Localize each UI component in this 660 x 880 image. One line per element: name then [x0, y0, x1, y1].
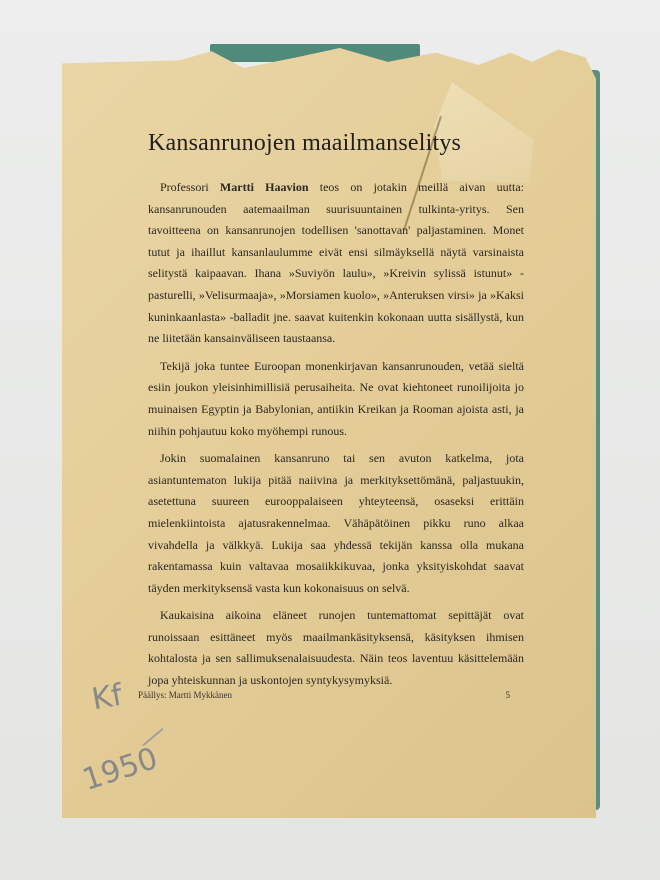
- page-number: 5: [505, 690, 510, 700]
- blurb-paragraph-3: Jokin suomalainen kansanruno tai sen avuton katkelma, jota asiantuntematon lukija pitää naiivina ja merkityksettömänä, paljastuukin, asetettuna suureen eurooppalaiseen yhteyteensä, osaseksi erittäin mielenkiintoista ajatusrakennelmaa. Vähäpätöinen pikku runo alkaa vivahdella ja välkkyä. Lukija saa yhdessä tekijän kanssa olla mukana rakentamassa kuin valtavaa mosaiikkikuvaa, jonka yksityiskohdat saavat täyden merkityksensä vasta kun kokonaisuus on selvä.: [148, 451, 524, 595]
- pencil-annotation-mark: Kf: [89, 677, 126, 718]
- cover-credit: Päällys: Martti Mykkänen: [138, 690, 232, 700]
- author-name: Martti Haavion: [219, 180, 309, 194]
- blurb-paragraph-1: [148, 177, 524, 350]
- blurb-paragraph-2: Tekijä joka tuntee Euroopan monenkirjavan kansanrunouden, vetää sieltä esiin joukon yleisinhimillisiä perusaiheita. Ne ovat kiehtoneet runoilijoita jo muinaisen Egyptin ja Babylonian, antiikin Kreikan ja Rooman ajoista asti, ja niihin pohjautuu koko myöhempi runous.: [148, 358, 524, 438]
- pencil-annotation-year: 1950: [78, 741, 162, 798]
- paragraph-1-body: teos on jotakin meillä aivan uutta: kansanrunouden aatemaailman suurisuuntainen tulkinta-yritys. Sen tavoitteena on kansanrunojen todellisen 'sanottavan' paljastaminen. Monet tutut ja ihaillut kansanlaulumme eivät ensi silmäyksellä näytä varsinaista selitystä kaipaavan. Ihana »Suviyön laulu», »Kreivin sylissä istunut» -pasturelli, »Velisurmaaja», »Morsiamen kuolo», »Anteruksen virsi» ja »Kaksi kuninkaanlasta» -balladit jne. saavat kuitenkin kokonaan uutta sisällystä, kun ne liitetään kansainväliseen taustaansa.: [148, 180, 524, 346]
- page-title: Kansanrunojen maailmanselitys: [148, 130, 462, 156]
- paragraph-1-lead: Professori: [160, 180, 220, 194]
- blurb-paragraph-4: Kaukaisina aikoina eläneet runojen tuntemattomat sepittäjät ovat runoissaan esittäneet myös maailmankäsityksensä, käsityksen ihmisen kohtalosta ja sen sallimuksenalaisuudesta. Näin teos laventuu käsittelemään jopa yhteiskunnan ja uskontojen syntykysymyksiä.: [148, 608, 524, 688]
- blurb-text-block: [148, 130, 524, 698]
